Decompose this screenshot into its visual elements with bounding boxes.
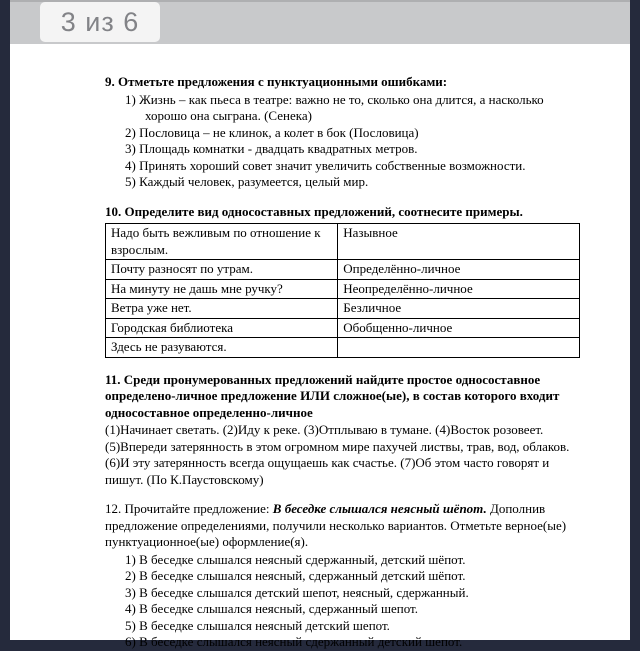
question-11-title: 11. Среди пронумерованных предложений найдите простое односоставное определено-личное предложение ИЛИ сложное(ые), в состав которого входит односоставное определенно-личное (105, 371, 560, 420)
example-cell: Здесь не разуваются. (106, 338, 338, 358)
answer-option: 1) В беседке слышался неясный сдержанный, детский шёпот. (125, 551, 466, 567)
example-cell: На минуту не дашь мне ручку? (106, 279, 338, 299)
table-row (106, 279, 580, 299)
question-11-text: (1)Начинает светать. (2)Иду к реке. (3)Отплываю в тумане. (4)Восток розовеет. (5)Впереди затерянность в этом огромном мире пахучей листвы, трав, вод, облаков. (6)И эту затерянность всегда ощущаешь как счастье. (7)Об этом часто говорят и пишут. (По К.Паустовскому) (105, 422, 570, 487)
q12-target-sentence: В беседке слышался неясный шёпот. (272, 501, 487, 516)
answer-option: 6) В беседке слышался неясный сдержанный детский шепот. (125, 634, 463, 649)
table-row (106, 299, 580, 319)
answer-option: 1) Жизнь – как пьеса в театре: важно не то, сколько она длится, а насколько хорошо она сыграна. (Сенека) (125, 91, 544, 123)
answer-option: 4) Принять хороший совет значит увеличить собственные возможности. (125, 157, 526, 173)
example-cell: Городская библиотека (106, 318, 338, 338)
page-indicator-text: 3 из 6 (60, 6, 140, 37)
answer-option: 2) В беседке слышался неясный, сдержанный детский шёпот. (125, 568, 466, 583)
example-cell: Надо быть вежливым по отношение к взрослым. (106, 224, 338, 260)
table-row (106, 260, 580, 280)
document-page (10, 44, 630, 649)
question-12-intro (105, 501, 580, 551)
q10-matching-table (105, 223, 580, 358)
type-cell: Безличное (338, 299, 580, 319)
answer-option: 4) В беседке слышался неясный, сдержанный шепот. (125, 601, 418, 616)
answer-option: 2) Пословица – не клинок, а колет в бок (Пословица) (125, 124, 419, 140)
type-cell: Обобщенно-личное (338, 318, 580, 338)
question-11 (105, 372, 580, 489)
question-9-title: 9. Отметьте предложения с пунктуационными ошибками: (105, 74, 448, 89)
answer-option: 3) В беседке слышался детский шепот, неясный, сдержанный. (125, 584, 469, 600)
table-row (106, 338, 580, 358)
type-cell: Неопределённо-личное (338, 279, 580, 299)
question-12 (105, 501, 580, 651)
type-cell (338, 338, 580, 358)
example-cell: Почту разносят по утрам. (106, 260, 338, 280)
type-cell: Назывное (338, 224, 580, 260)
q12-intro-rest: Дополнив предложение определениями, получили несколько вариантов. Отметьте верное(ые) пунктуационное(ые) оформление(я). (105, 501, 567, 549)
question-10-title: 10. Определите вид односоставных предложений, соотнесите примеры. (105, 203, 523, 219)
example-cell: Ветра уже нет. (106, 299, 338, 319)
question-10 (105, 204, 580, 358)
table-row (106, 318, 580, 338)
question-9 (105, 74, 580, 191)
type-cell: Определённо-личное (338, 260, 580, 280)
answer-option: 5) В беседке слышался неясный детский шепот. (125, 617, 390, 633)
q12-intro-start: 12. Прочитайте предложение: (105, 501, 273, 516)
table-row (106, 224, 580, 260)
answer-option: 5) Каждый человек, разумеется, целый мир. (125, 174, 369, 189)
answer-option: 3) Площадь комнатки - двадцать квадратных метров. (125, 141, 418, 156)
page-indicator (40, 2, 160, 42)
